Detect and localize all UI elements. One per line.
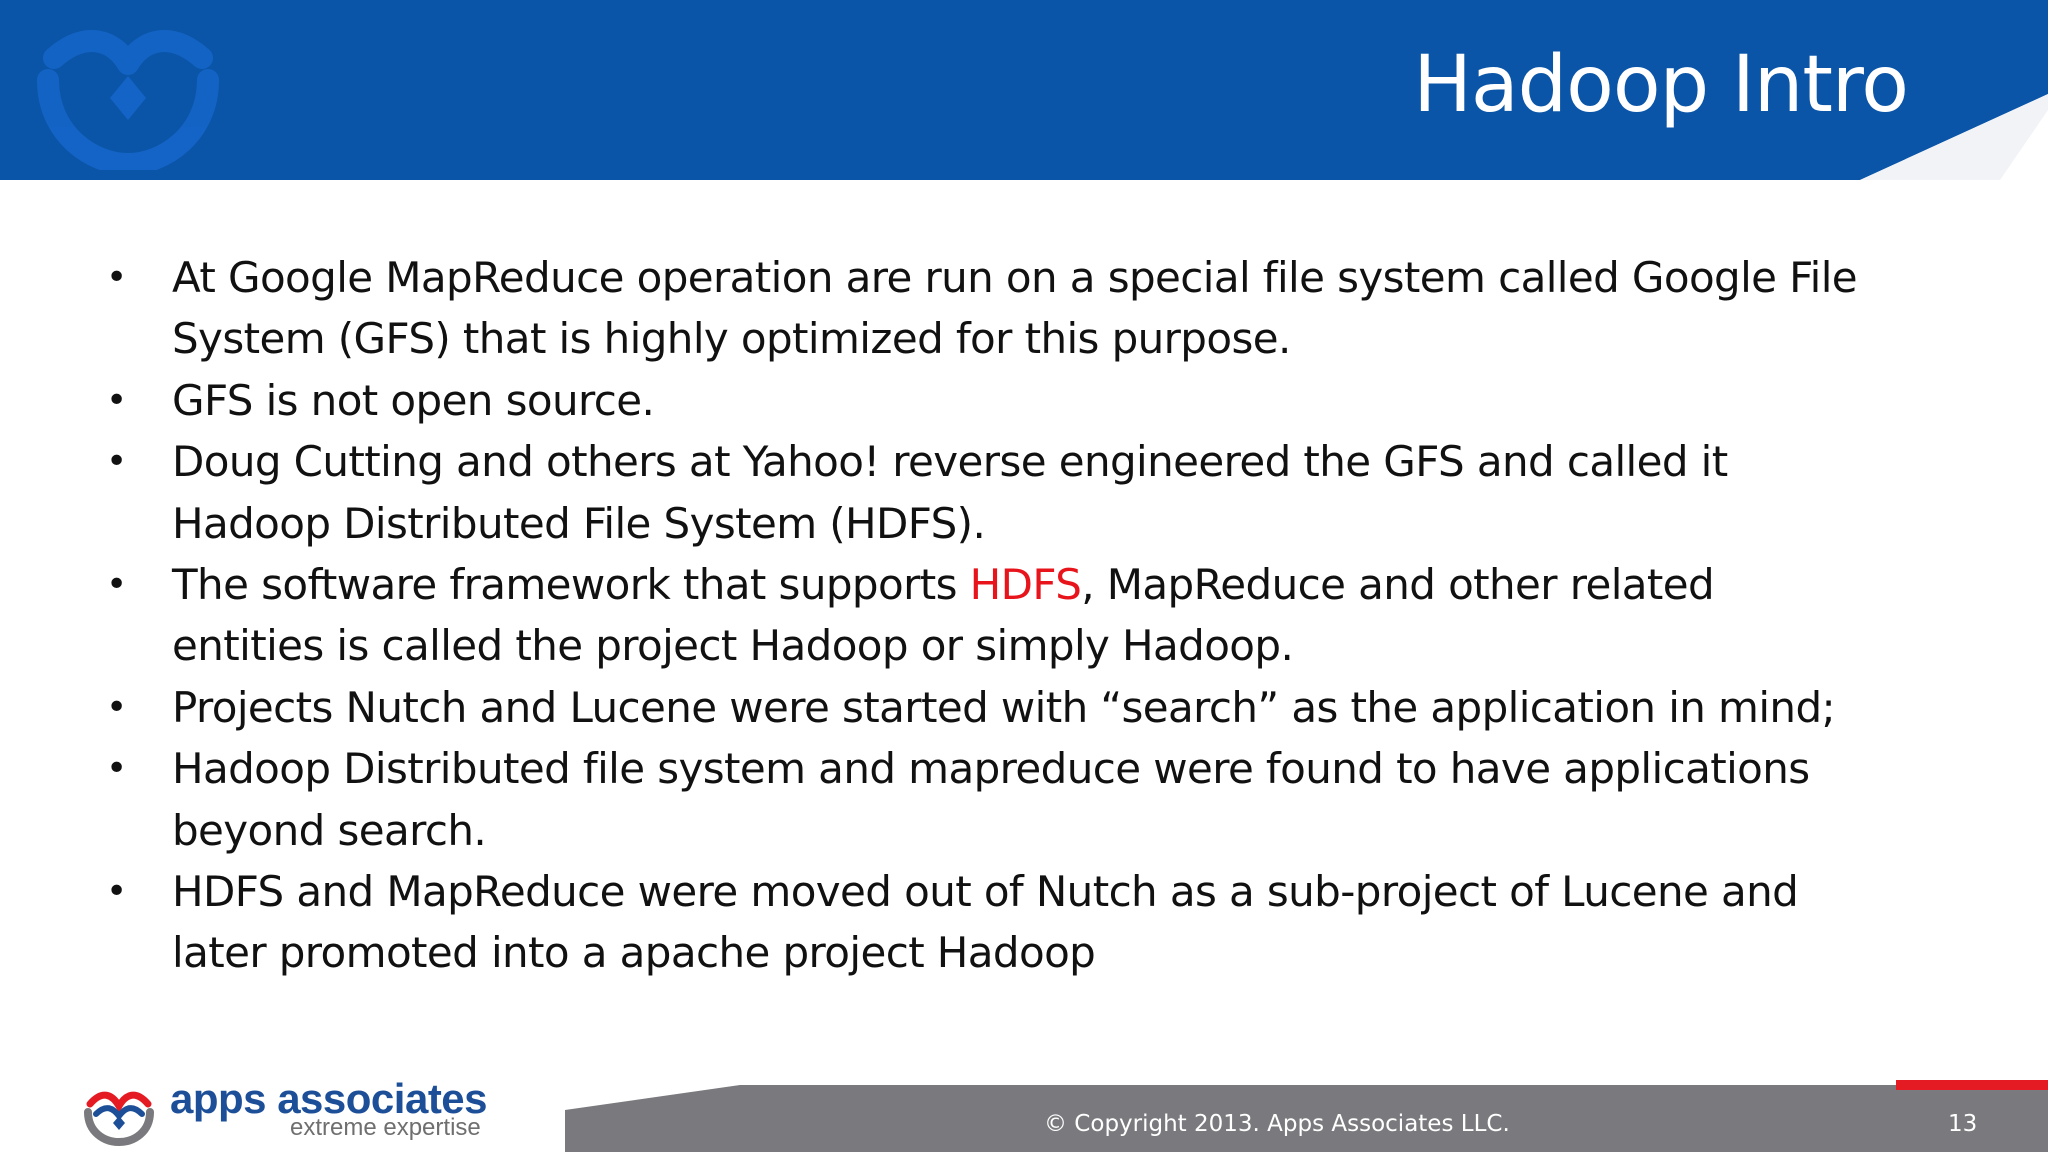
bullet-marker: •: [106, 686, 127, 728]
copyright-text: © Copyright 2013. Apps Associates LLC.: [1044, 1111, 1510, 1137]
bullet-marker: •: [106, 748, 127, 790]
bullet-list: [104, 247, 1984, 984]
bullet-marker: •: [106, 871, 127, 913]
bullet-item-7: [104, 861, 1984, 984]
bullet-text-line: entities is called the project Hadoop or simply Hadoop.: [172, 621, 1294, 671]
bullet-item-2: [104, 370, 1984, 431]
bullet-text-line: At Google MapReduce operation are run on a special file system called Google File: [172, 253, 1858, 302]
slide-title: Hadoop Intro: [1413, 40, 1908, 130]
bullet-text-line: Hadoop Distributed file system and mapreduce were found to have applications: [172, 744, 1810, 794]
bullet-text-segment: , MapReduce and other related: [1081, 560, 1715, 610]
bullet-item-5: [104, 677, 1984, 738]
bullet-text-line: Projects Nutch and Lucene were started with “search” as the application in mind;: [172, 682, 1836, 732]
bullet-text-line: Hadoop Distributed File System (HDFS).: [172, 498, 986, 548]
slide-header: [0, 0, 2048, 180]
bullet-marker: •: [106, 257, 127, 298]
page-number: 13: [1948, 1111, 1978, 1137]
bullet-marker: •: [106, 441, 127, 483]
bullet-text-line: later promoted into a apache project Hadoop: [172, 928, 1096, 978]
slide-content: [104, 247, 1984, 984]
highlighted-term: HDFS: [969, 560, 1082, 610]
bullet-item-3: [104, 431, 1984, 554]
bullet-text-line: GFS is not open source.: [172, 375, 655, 425]
apps-associates-emblem-icon: [30, 14, 226, 170]
bullet-marker: •: [106, 379, 127, 421]
bullet-text-line: [172, 554, 1984, 615]
bullet-item-6: [104, 738, 1984, 861]
bullet-marker: •: [106, 564, 127, 606]
bullet-text-line: Doug Cutting and others at Yahoo! reverse engineered the GFS and called it: [172, 437, 1728, 487]
brand-tagline: extreme expertise: [290, 1114, 481, 1141]
bullet-text-line: System (GFS) that is highly optimized for this purpose.: [172, 314, 1291, 364]
bullet-item-1: [104, 247, 1984, 370]
bullet-text-segment: The software framework that supports: [172, 560, 970, 610]
bullet-text-line: beyond search.: [172, 805, 487, 855]
brand-name: apps associates: [170, 1075, 488, 1122]
bullet-text-line: HDFS and MapReduce were moved out of Nutch as a sub-project of Lucene and: [172, 867, 1799, 917]
apps-associates-logo-icon: [82, 1086, 156, 1146]
bullet-item-4: [104, 554, 1984, 677]
